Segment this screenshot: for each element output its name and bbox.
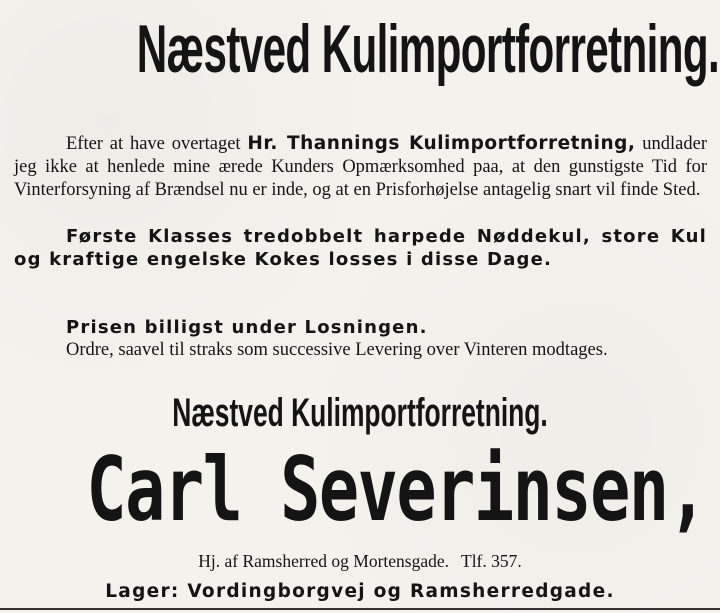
address-line — [0, 550, 720, 572]
warehouse-line: Lager: Vordingborgvej og Ramsherredgade. — [105, 581, 615, 602]
phone-number: Tlf. 357. — [461, 551, 522, 571]
company-name: Næstved Kulimportforretning. — [172, 391, 548, 435]
orders-paragraph: Ordre, saavel til straks som successive Levering over Vinteren modtages. — [66, 340, 608, 360]
ad-title: Næstved Kulimportforretning. — [136, 11, 720, 87]
owner-name: Carl Severinsen, — [86, 438, 707, 541]
bottom-rule — [0, 608, 720, 610]
previous-owner-name: Hr. Thannings Kulimportforretning, — [247, 133, 636, 154]
street-address: Hj. af Ramsherred og Mortensgade. — [198, 551, 449, 571]
offer-paragraph: Første Klasses tredobbelt harpede Nøddekul, store Kul og kraftige engelske Kokes losses i disse Dage. — [14, 226, 707, 270]
intro-paragraph — [14, 132, 707, 202]
price-paragraph: Prisen billigst under Losningen. — [66, 317, 428, 338]
intro-rest: undlader jeg ikke at henlede mine ærede Kunders Opmærksomhed paa, at den gunstigste Tid for Vinterforsyning af Brændsel nu er inde, og at en Prisforhøjelse antagelig snart vil finde Sted. — [14, 134, 708, 200]
intro-lead: Efter at have overtaget — [66, 134, 241, 154]
